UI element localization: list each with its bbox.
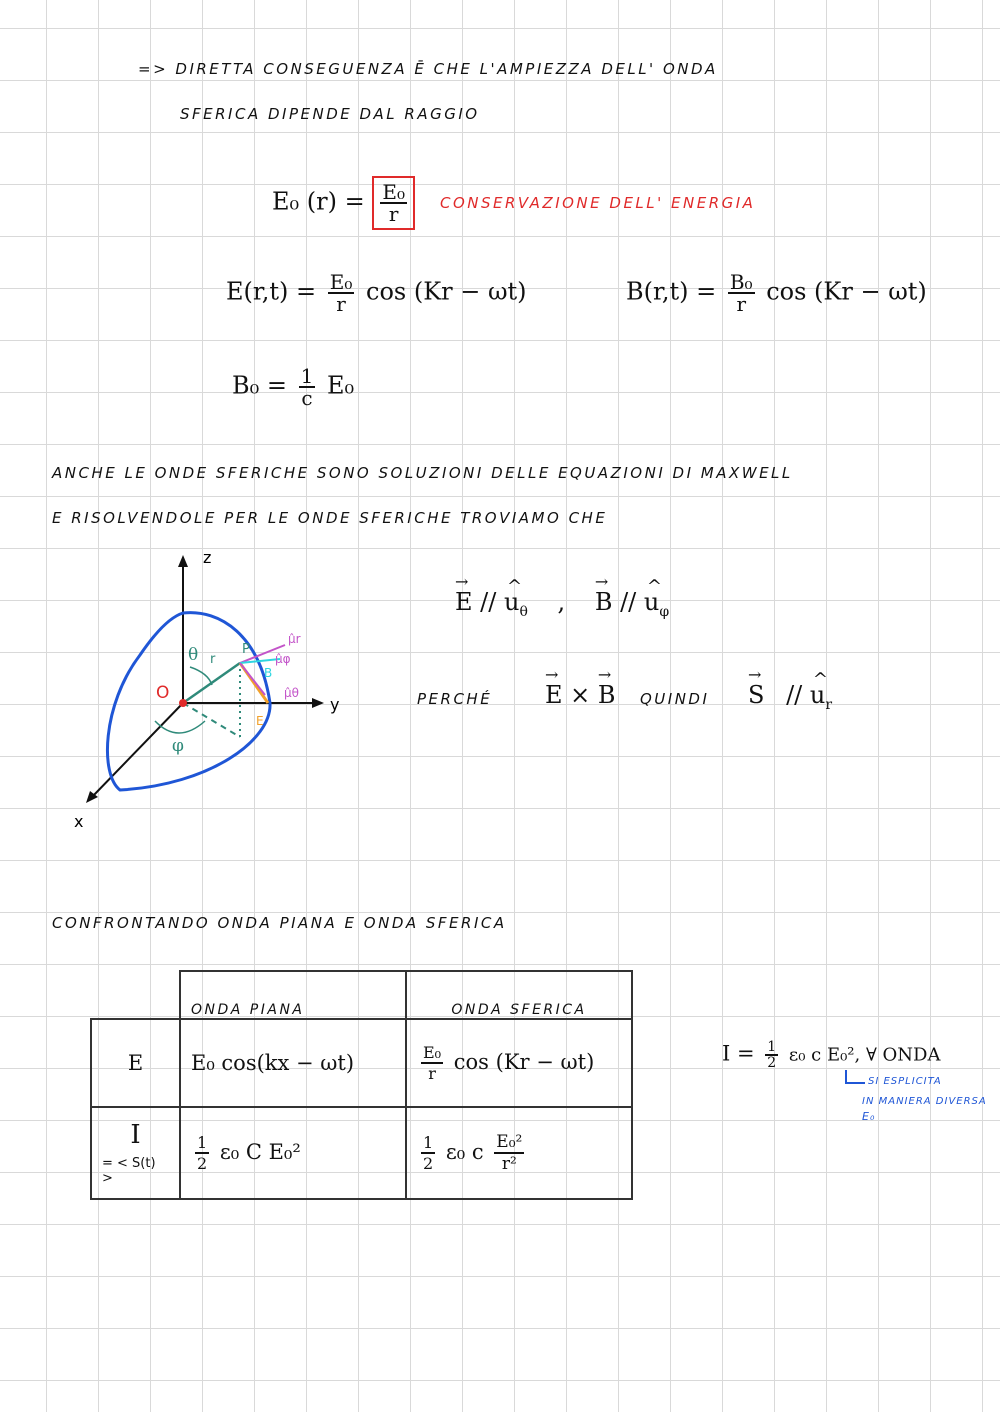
u-phi: ^ u xyxy=(644,590,659,614)
table-corner xyxy=(91,971,180,1019)
par-3: // xyxy=(786,681,803,709)
header-plane: ONDA PIANA xyxy=(180,971,406,1019)
label-B: B xyxy=(264,666,273,680)
formula-e0r xyxy=(272,176,415,230)
cell-sphere-E xyxy=(406,1019,632,1107)
sphere-I-fnum: E₀² xyxy=(496,1132,523,1152)
label-uphi: μ̂φ xyxy=(275,652,291,666)
row-label-I: I = < S(t) > xyxy=(91,1107,180,1199)
formula-E xyxy=(226,272,527,314)
spherical-diagram xyxy=(60,545,360,835)
confrontando-label: CONFRONTANDO ONDA PIANA E ONDA SFERICA xyxy=(52,914,507,932)
intensity-note-1: SI ESPLICITA xyxy=(868,1076,942,1087)
blue-arrow xyxy=(845,1070,865,1084)
header-sphere: ONDA SFERICA xyxy=(406,971,632,1019)
formula-cross xyxy=(545,683,616,707)
par-2: // xyxy=(620,588,637,616)
theta-arc xyxy=(190,667,212,685)
note-anche-1: ANCHE LE ONDE SFERICHE SONO SOLUZIONI DELLE EQUAZIONI DI MAXWELL xyxy=(52,464,793,482)
sphere-E-num: E₀ xyxy=(423,1043,442,1062)
sphere-I-den: 2 xyxy=(423,1154,434,1173)
label-utheta: μ̂θ xyxy=(284,686,299,700)
B0-left: B₀ = xyxy=(232,371,287,400)
E-den: r xyxy=(336,292,346,316)
table-row xyxy=(91,1019,632,1107)
label-ur: μ̂r xyxy=(288,632,301,646)
u-theta: ^ u xyxy=(504,590,519,614)
e0r-den: r xyxy=(388,202,399,226)
E-left: E(r,t) = xyxy=(226,277,317,306)
cell-plane-I xyxy=(180,1107,406,1199)
row-label-I-sub: = < S(t) > xyxy=(102,1156,156,1186)
label-x: x xyxy=(74,812,84,831)
plane-I-num: 1 xyxy=(197,1133,208,1152)
B0-num: 1 xyxy=(300,364,314,388)
e0r-left: E₀ (r) = xyxy=(272,187,365,216)
I-den: 2 xyxy=(767,1055,777,1071)
plane-I-right: ε₀ C E₀² xyxy=(219,1139,301,1164)
par-1: // xyxy=(480,588,497,616)
u-phi-sub: φ xyxy=(659,603,670,620)
label-r: r xyxy=(210,652,216,667)
sphere-outline xyxy=(107,613,273,790)
cross-x: × xyxy=(570,681,591,709)
E-right: cos (Kr − ωt) xyxy=(366,277,527,306)
note-line-1: => DIRETTA CONSEGUENZA Ē CHE L'AMPIEZZA DELL' ONDA xyxy=(138,60,718,78)
formula-S xyxy=(748,683,832,712)
cross-E: → E xyxy=(545,683,563,707)
S-vec: → S xyxy=(748,683,764,707)
B-vec: → B xyxy=(595,590,613,614)
table-row xyxy=(91,971,632,1019)
comparison-table xyxy=(90,970,633,1200)
quindi-label: QUINDI xyxy=(640,690,710,708)
origin-point xyxy=(179,699,187,707)
I-left: I = xyxy=(722,1041,755,1066)
formula-intensity xyxy=(722,1040,940,1070)
B-den: r xyxy=(736,292,746,316)
plane-I-den: 2 xyxy=(197,1154,208,1173)
perche-label: PERCHÉ xyxy=(417,690,493,708)
u-theta-sub: θ xyxy=(519,603,528,620)
sphere-I-mid: ε₀ c xyxy=(445,1139,484,1164)
label-y: y xyxy=(330,695,340,714)
formula-B0 xyxy=(232,366,354,408)
comma: , xyxy=(557,588,566,616)
e0r-box xyxy=(372,176,415,230)
B-right: cos (Kr − ωt) xyxy=(766,277,927,306)
table-row xyxy=(91,1107,632,1199)
formula-B xyxy=(626,272,927,314)
cell-sphere-I xyxy=(406,1107,632,1199)
u-r: ^ u xyxy=(810,683,825,707)
sphere-E-right: cos (Kr − ωt) xyxy=(453,1049,595,1074)
I-right: ε₀ c E₀², ∀ ONDA xyxy=(788,1044,941,1066)
row-label-E: E xyxy=(91,1019,180,1107)
label-z: z xyxy=(203,548,212,567)
I-num: 1 xyxy=(767,1039,777,1055)
note-anche-2: E RISOLVENDOLE PER LE ONDE SFERICHE TROVIAMO CHE xyxy=(52,509,608,527)
e0r-num: E₀ xyxy=(382,180,405,204)
formula-directions xyxy=(455,590,669,619)
projection-horizontal xyxy=(183,703,240,737)
cross-B: → B xyxy=(598,683,616,707)
sphere-I-num: 1 xyxy=(423,1133,434,1152)
z-arrow-icon xyxy=(178,555,188,567)
label-P: P xyxy=(242,642,250,657)
u-r-sub: r xyxy=(825,696,833,713)
E-num: E₀ xyxy=(329,270,353,294)
label-E: E xyxy=(256,714,264,728)
intensity-note-2: IN MANIERA DIVERSA xyxy=(862,1096,987,1107)
label-O: O xyxy=(156,683,170,703)
energy-note: CONSERVAZIONE DELL' ENERGIA xyxy=(440,194,756,212)
sphere-I-fden: r² xyxy=(501,1154,517,1174)
y-arrow-icon xyxy=(312,698,324,708)
note-line-2: SFERICA DIPENDE DAL RAGGIO xyxy=(180,105,480,123)
label-theta: θ xyxy=(188,645,199,665)
B-left: B(r,t) = xyxy=(626,277,717,306)
B0-right: E₀ xyxy=(327,371,355,400)
E-vec: → E xyxy=(455,590,473,614)
sphere-E-den: r xyxy=(428,1064,436,1083)
cell-plane-E: E₀ cos(kx − ωt) xyxy=(180,1019,406,1107)
intensity-note-3: E₀ xyxy=(862,1110,876,1123)
B-num: B₀ xyxy=(729,270,753,294)
B0-den: c xyxy=(301,386,313,410)
label-phi: φ xyxy=(172,736,184,756)
